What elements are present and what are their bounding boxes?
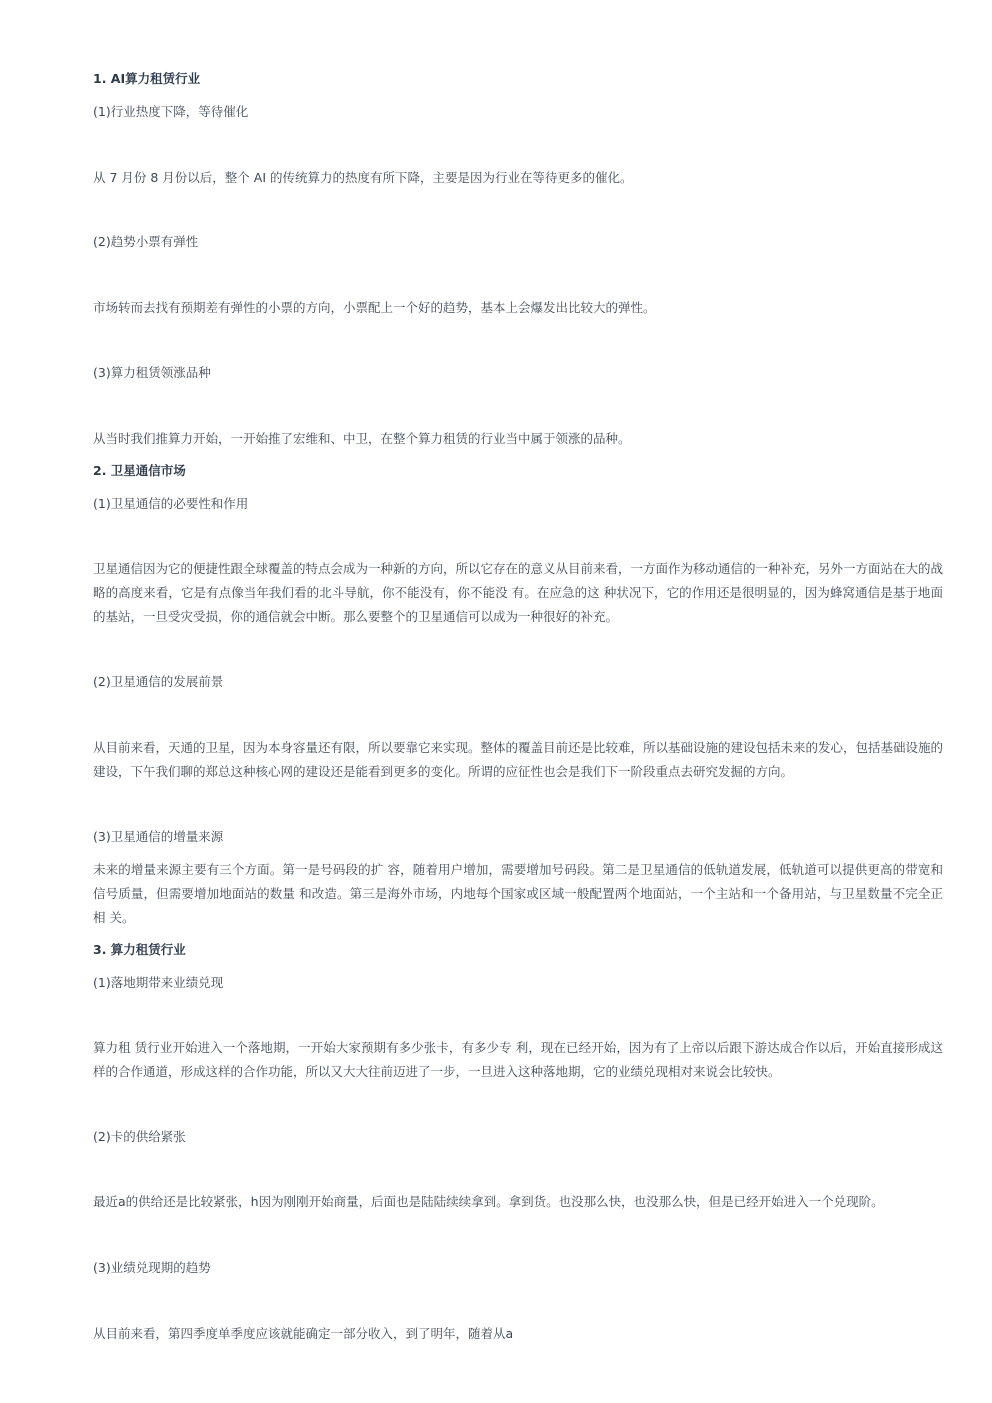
paragraph-3-2: 最近a的供给还是比较紧张，h因为刚刚开始商量，后面也是陆陆续续拿到。拿到货。也没那么快，也没那么快，但是已经开始进入一个兑现阶。 bbox=[93, 1194, 884, 1209]
paragraph-2-3: 未来的增量来源主要有三个方面。第一是号码段的扩 容，随着用户增加，需要增加号码段。第二是卫星通信的低轨道发展，低轨道可以提供更高的带宽和信号质量，但需要增加地面站的数量 和改造。第三是海外市场，内地每个国家或区域一般配置两个地面站，一个主站和一个备用站，与卫星数量不完全正相 关。 bbox=[93, 862, 943, 925]
section-heading-1: 1. AI算力租赁行业 bbox=[93, 71, 201, 86]
subheading-2-2: (2)卫星通信的发展前景 bbox=[93, 674, 224, 689]
subheading-3-3: (3)业绩兑现期的趋势 bbox=[93, 1260, 211, 1275]
paragraph-3-3: 从目前来看，第四季度单季度应该就能确定一部分收入，到了明年，随着从a bbox=[93, 1326, 514, 1341]
paragraph-2-2: 从目前来看，天通的卫星，因为本身容量还有限，所以要靠它来实现。整体的覆盖目前还是比较难，所以基础设施的建设包括未来的发心，包括基础设施的建设，下午我们聊的郑总这种核心网的建设还是能看到更多的变化。所谓的应征性也会是我们下一阶段重点去研究发掘的方向。 bbox=[93, 740, 944, 779]
subheading-3-2: (2)卡的供给紧张 bbox=[93, 1129, 186, 1144]
subheading-1-1: (1)行业热度下降，等待催化 bbox=[93, 104, 249, 119]
subheading-1-2: (2)趋势小票有弹性 bbox=[93, 234, 199, 249]
subheading-1-3: (3)算力租赁领涨品种 bbox=[93, 365, 211, 380]
paragraph-1-2: 市场转而去找有预期差有弹性的小票的方向，小票配上一个好的趋势，基本上会爆发出比较大的弹性。 bbox=[93, 300, 656, 315]
subheading-2-1: (1)卫星通信的必要性和作用 bbox=[93, 496, 249, 511]
paragraph-2-1: 卫星通信因为它的便捷性跟全球覆盖的特点会成为一种新的方向，所以它存在的意义从目前来看，一方面作为移动通信的一种补充，另外一方面站在大的战略的高度来看，它是有点像当年我们看的北斗导航，你不能没有，你不能没 有。在应急的这 种状况下，它的作用还是很明显的，因为蜂窝通信是基于地面的基站，一旦受灾受损，你的通信就会中断。那么要整个的卫星通信可以成为一种很好的补充。 bbox=[93, 561, 944, 624]
section-heading-3: 3. 算力租赁行业 bbox=[93, 942, 186, 957]
section-heading-2: 2. 卫星通信市场 bbox=[93, 463, 186, 478]
subheading-3-1: (1)落地期带来业绩兑现 bbox=[93, 975, 224, 990]
subheading-2-3: (3)卫星通信的增量来源 bbox=[93, 829, 224, 844]
paragraph-1-3: 从当时我们推算力开始，一开始推了宏维和、中卫，在整个算力租赁的行业当中属于领涨的品种。 bbox=[93, 431, 631, 446]
paragraph-1-1: 从 7 月份 8 月份以后，整个 AI 的传统算力的热度有所下降，主要是因为行业在等待更多的催化。 bbox=[93, 170, 633, 185]
paragraph-3-1: 算力租 赁行业开始进入一个落地期，一开始大家预期有多少张卡，有多少专 利，现在已经开始，因为有了上帝以后跟下游达成合作以后，开始直接形成这样的合作通道，形成这样的合作功能，所以又大大往前迈进了一步，一旦进入这种落地期，它的业绩兑现相对来说会比较快。 bbox=[93, 1040, 943, 1079]
